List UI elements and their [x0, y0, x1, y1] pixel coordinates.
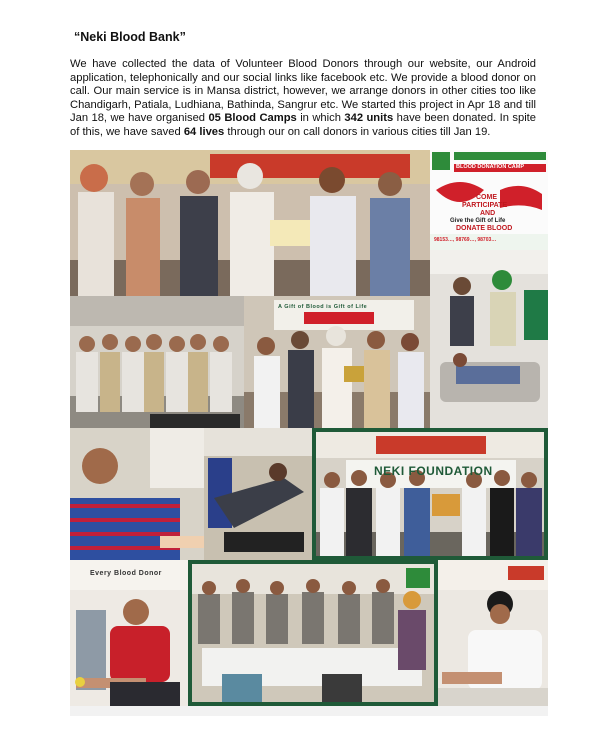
photo-group-certificates — [70, 296, 244, 428]
photo-gift-banner — [244, 296, 430, 428]
photo-donor-lying — [430, 250, 548, 428]
photo-donor-chair — [70, 428, 204, 560]
paragraph-text: in which — [296, 112, 345, 125]
highlight-stat: 05 Blood Camps — [208, 112, 297, 125]
paragraph-text: We have collected the data of Volunteer Blood Donors through our website, our Android application, telephonically and our social links like facebook etc. We provide a blood donor on call. Our main service is in Mansa district, however, we arrange donors in other cities too like Chandigarh, Patiala, Ludhiana, Bathinda, Sangrur etc. We started this project in Apr 18 and till Jan 18, we have organised — [70, 58, 536, 125]
photo-neki-foundation — [312, 428, 548, 560]
poster-give: Give the Gift of Life — [450, 218, 506, 224]
photo-collage — [70, 150, 548, 716]
page-title: “Neki Blood Bank” — [74, 30, 186, 44]
paragraph-text: have been donated. In spite of this, we have saved — [70, 112, 537, 138]
photo-donor-turban — [438, 560, 548, 706]
gift-banner-text: A Gift of Blood is Gift of Life — [278, 304, 368, 310]
highlight-stat: 64 lives — [183, 125, 225, 138]
poster-donate: DONATE BLOOD — [456, 225, 513, 232]
every-donor-text: Every Blood Donor — [90, 570, 162, 577]
poster-participate: PARTICIPATE — [462, 202, 508, 209]
photo-registration-desk — [188, 560, 438, 706]
description-paragraph — [70, 58, 536, 140]
poster-phones: 98153…, 98769…, 98703… — [434, 237, 497, 243]
poster-camp-title: BLOOD DONATION CAMP — [456, 164, 525, 170]
poster-come: COME — [476, 194, 497, 201]
photo-donor-recline — [204, 428, 312, 560]
highlight-stat: 342 units — [344, 112, 394, 125]
paragraph-text: through our on call donors in various cities till Jan 19. — [224, 125, 491, 138]
poster-and: AND — [480, 210, 496, 217]
photo-donor-red-shirt — [70, 560, 188, 706]
photo-award-ceremony — [70, 150, 430, 296]
foundation-banner-text: NEKI FOUNDATION — [374, 464, 493, 478]
photo-camp-poster — [430, 150, 548, 250]
